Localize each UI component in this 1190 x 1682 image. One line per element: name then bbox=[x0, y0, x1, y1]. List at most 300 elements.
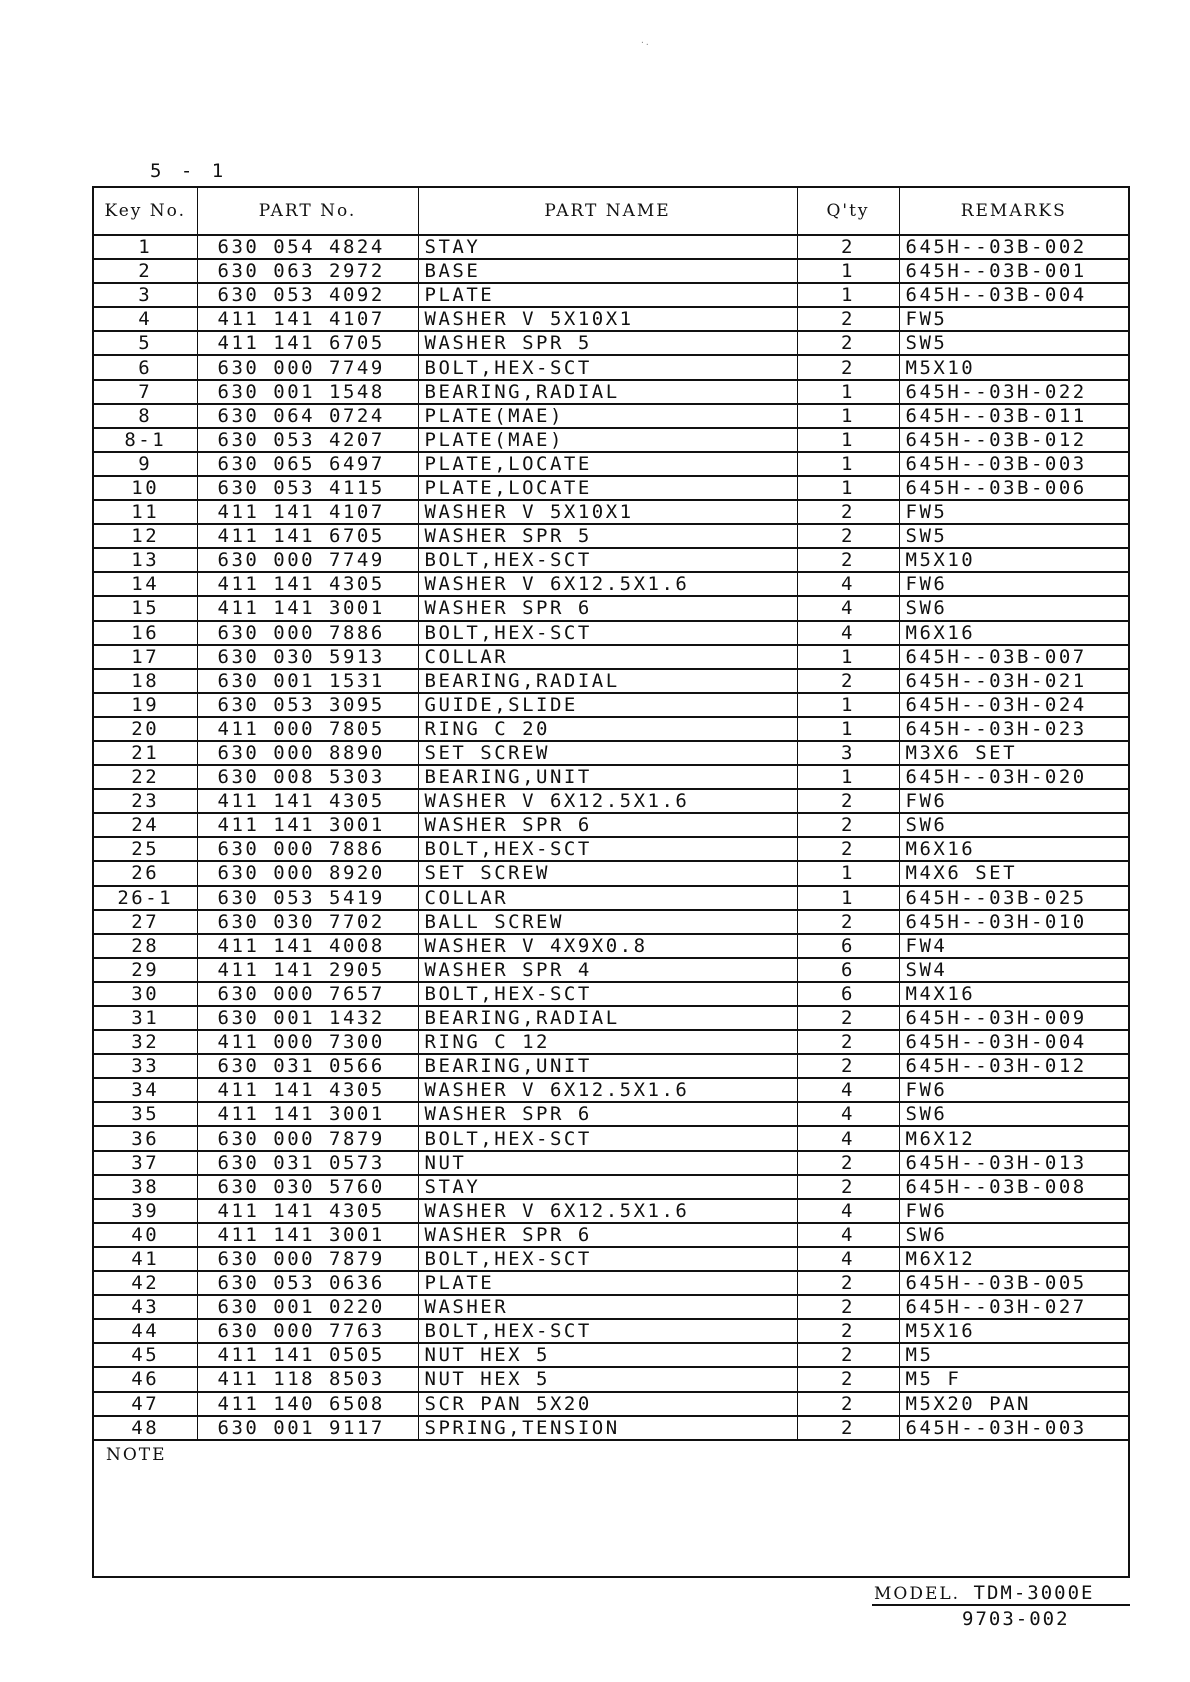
cell-key-no: 34 bbox=[94, 1078, 197, 1102]
page-number: 5 - 1 bbox=[150, 160, 228, 182]
note-label: NOTE bbox=[106, 1444, 167, 1465]
table-row bbox=[94, 837, 1128, 861]
cell-qty: 4 bbox=[797, 1199, 899, 1223]
cell-key-no: 24 bbox=[94, 813, 197, 837]
cell-qty: 2 bbox=[797, 355, 899, 379]
parts-table bbox=[94, 188, 1128, 1441]
cell-qty: 2 bbox=[797, 1319, 899, 1343]
cell-part-no: 630 000 8890 bbox=[197, 741, 418, 765]
cell-part-no: 630 001 1432 bbox=[197, 1006, 418, 1030]
cell-qty: 2 bbox=[797, 548, 899, 572]
cell-qty: 1 bbox=[797, 693, 899, 717]
cell-remarks: M4X16 bbox=[899, 982, 1128, 1006]
table-row bbox=[94, 1006, 1128, 1030]
cell-part-name: PLATE(MAE) bbox=[418, 428, 797, 452]
scan-speck: ·. bbox=[640, 38, 650, 47]
table-row bbox=[94, 717, 1128, 741]
table-row bbox=[94, 861, 1128, 885]
cell-key-no: 43 bbox=[94, 1295, 197, 1319]
cell-remarks: 645H--03B-008 bbox=[899, 1175, 1128, 1199]
cell-key-no: 42 bbox=[94, 1271, 197, 1295]
cell-key-no: 37 bbox=[94, 1151, 197, 1175]
cell-part-name: BOLT,HEX-SCT bbox=[418, 1319, 797, 1343]
cell-part-no: 411 118 8503 bbox=[197, 1367, 418, 1391]
table-row bbox=[94, 572, 1128, 596]
cell-qty: 1 bbox=[797, 259, 899, 283]
cell-qty: 2 bbox=[797, 789, 899, 813]
cell-part-name: STAY bbox=[418, 235, 797, 259]
header-key-no: Key No. bbox=[94, 188, 197, 235]
cell-part-name: BEARING,RADIAL bbox=[418, 380, 797, 404]
table-row bbox=[94, 693, 1128, 717]
cell-remarks: 645H--03H-023 bbox=[899, 717, 1128, 741]
header-remarks: REMARKS bbox=[899, 188, 1128, 235]
cell-part-no: 630 001 9117 bbox=[197, 1416, 418, 1440]
table-row bbox=[94, 1175, 1128, 1199]
cell-remarks: 645H--03B-025 bbox=[899, 886, 1128, 910]
cell-part-no: 411 141 4008 bbox=[197, 934, 418, 958]
cell-part-no: 630 008 5303 bbox=[197, 765, 418, 789]
cell-qty: 6 bbox=[797, 934, 899, 958]
table-row bbox=[94, 1247, 1128, 1271]
table-row bbox=[94, 621, 1128, 645]
cell-qty: 2 bbox=[797, 524, 899, 548]
cell-part-name: BEARING,UNIT bbox=[418, 1054, 797, 1078]
table-row bbox=[94, 1126, 1128, 1150]
cell-qty: 2 bbox=[797, 1151, 899, 1175]
table-row bbox=[94, 1392, 1128, 1416]
cell-remarks: FW6 bbox=[899, 1078, 1128, 1102]
cell-remarks: FW6 bbox=[899, 1199, 1128, 1223]
cell-part-name: NUT HEX 5 bbox=[418, 1343, 797, 1367]
cell-qty: 2 bbox=[797, 1271, 899, 1295]
cell-remarks: 645H--03B-011 bbox=[899, 404, 1128, 428]
table-row bbox=[94, 1199, 1128, 1223]
cell-part-no: 411 141 4305 bbox=[197, 1078, 418, 1102]
cell-remarks: 645H--03B-006 bbox=[899, 476, 1128, 500]
cell-remarks: M5 bbox=[899, 1343, 1128, 1367]
cell-remarks: SW6 bbox=[899, 1102, 1128, 1126]
parts-list-sheet bbox=[92, 186, 1130, 1578]
cell-part-name: RING C 12 bbox=[418, 1030, 797, 1054]
cell-part-no: 630 000 8920 bbox=[197, 861, 418, 885]
cell-key-no: 21 bbox=[94, 741, 197, 765]
cell-remarks: 645H--03H-004 bbox=[899, 1030, 1128, 1054]
cell-qty: 4 bbox=[797, 572, 899, 596]
cell-part-name: WASHER V 5X10X1 bbox=[418, 307, 797, 331]
table-row bbox=[94, 910, 1128, 934]
cell-qty: 6 bbox=[797, 982, 899, 1006]
cell-key-no: 33 bbox=[94, 1054, 197, 1078]
cell-part-no: 411 141 6705 bbox=[197, 331, 418, 355]
cell-part-no: 411 141 4107 bbox=[197, 307, 418, 331]
cell-remarks: M6X16 bbox=[899, 837, 1128, 861]
cell-part-name: WASHER bbox=[418, 1295, 797, 1319]
cell-qty: 6 bbox=[797, 958, 899, 982]
cell-part-name: BALL SCREW bbox=[418, 910, 797, 934]
cell-qty: 2 bbox=[797, 669, 899, 693]
cell-part-no: 630 000 7657 bbox=[197, 982, 418, 1006]
cell-remarks: M6X16 bbox=[899, 621, 1128, 645]
cell-key-no: 47 bbox=[94, 1392, 197, 1416]
cell-remarks: SW6 bbox=[899, 596, 1128, 620]
cell-remarks: M4X6 SET bbox=[899, 861, 1128, 885]
cell-part-no: 630 000 7749 bbox=[197, 548, 418, 572]
cell-remarks: M5X16 bbox=[899, 1319, 1128, 1343]
cell-part-name: BOLT,HEX-SCT bbox=[418, 548, 797, 572]
cell-key-no: 14 bbox=[94, 572, 197, 596]
cell-key-no: 16 bbox=[94, 621, 197, 645]
cell-remarks: FW5 bbox=[899, 307, 1128, 331]
cell-part-no: 630 065 6497 bbox=[197, 452, 418, 476]
cell-qty: 1 bbox=[797, 404, 899, 428]
table-row bbox=[94, 380, 1128, 404]
cell-part-name: SET SCREW bbox=[418, 861, 797, 885]
cell-remarks: 645H--03H-010 bbox=[899, 910, 1128, 934]
cell-part-no: 411 140 6508 bbox=[197, 1392, 418, 1416]
cell-part-name: WASHER V 5X10X1 bbox=[418, 500, 797, 524]
cell-part-name: COLLAR bbox=[418, 645, 797, 669]
table-row bbox=[94, 934, 1128, 958]
cell-part-no: 411 141 4305 bbox=[197, 1199, 418, 1223]
cell-key-no: 23 bbox=[94, 789, 197, 813]
model-label: MODEL. bbox=[874, 1584, 961, 1604]
cell-remarks: 645H--03H-003 bbox=[899, 1416, 1128, 1440]
cell-part-name: BOLT,HEX-SCT bbox=[418, 1126, 797, 1150]
cell-key-no: 8-1 bbox=[94, 428, 197, 452]
cell-qty: 2 bbox=[797, 500, 899, 524]
cell-key-no: 45 bbox=[94, 1343, 197, 1367]
cell-part-no: 411 141 2905 bbox=[197, 958, 418, 982]
cell-part-no: 411 141 4305 bbox=[197, 789, 418, 813]
cell-part-no: 411 141 3001 bbox=[197, 1102, 418, 1126]
cell-part-name: BOLT,HEX-SCT bbox=[418, 1247, 797, 1271]
cell-key-no: 7 bbox=[94, 380, 197, 404]
cell-qty: 4 bbox=[797, 1223, 899, 1247]
cell-remarks: 645H--03B-002 bbox=[899, 235, 1128, 259]
cell-part-name: GUIDE,SLIDE bbox=[418, 693, 797, 717]
cell-qty: 1 bbox=[797, 717, 899, 741]
header-row bbox=[94, 188, 1128, 235]
table-row bbox=[94, 886, 1128, 910]
table-row bbox=[94, 1054, 1128, 1078]
table-row bbox=[94, 1223, 1128, 1247]
cell-part-no: 411 141 6705 bbox=[197, 524, 418, 548]
cell-qty: 2 bbox=[797, 331, 899, 355]
table-row bbox=[94, 958, 1128, 982]
cell-key-no: 17 bbox=[94, 645, 197, 669]
footer bbox=[872, 1582, 1130, 1630]
cell-remarks: SW6 bbox=[899, 813, 1128, 837]
cell-part-no: 630 053 4115 bbox=[197, 476, 418, 500]
cell-key-no: 25 bbox=[94, 837, 197, 861]
table-row bbox=[94, 524, 1128, 548]
cell-key-no: 46 bbox=[94, 1367, 197, 1391]
model-name: TDM-3000E bbox=[973, 1582, 1095, 1604]
document-number: 9703-002 bbox=[962, 1608, 1070, 1630]
header-part-name: PART NAME bbox=[418, 188, 797, 235]
cell-part-name: WASHER SPR 6 bbox=[418, 596, 797, 620]
cell-qty: 1 bbox=[797, 861, 899, 885]
cell-qty: 2 bbox=[797, 1054, 899, 1078]
cell-part-name: WASHER SPR 5 bbox=[418, 524, 797, 548]
cell-key-no: 11 bbox=[94, 500, 197, 524]
cell-part-name: BEARING,RADIAL bbox=[418, 1006, 797, 1030]
table-row bbox=[94, 404, 1128, 428]
cell-part-no: 411 000 7805 bbox=[197, 717, 418, 741]
table-row bbox=[94, 428, 1128, 452]
cell-part-name: WASHER V 6X12.5X1.6 bbox=[418, 1078, 797, 1102]
table-row bbox=[94, 669, 1128, 693]
cell-key-no: 5 bbox=[94, 331, 197, 355]
cell-qty: 4 bbox=[797, 621, 899, 645]
cell-part-no: 411 141 3001 bbox=[197, 596, 418, 620]
cell-part-name: PLATE,LOCATE bbox=[418, 476, 797, 500]
table-row bbox=[94, 789, 1128, 813]
table-row bbox=[94, 259, 1128, 283]
cell-part-no: 630 000 7879 bbox=[197, 1247, 418, 1271]
cell-qty: 2 bbox=[797, 1030, 899, 1054]
cell-part-name: STAY bbox=[418, 1175, 797, 1199]
cell-part-no: 630 001 0220 bbox=[197, 1295, 418, 1319]
cell-remarks: 645H--03H-012 bbox=[899, 1054, 1128, 1078]
cell-key-no: 1 bbox=[94, 235, 197, 259]
cell-qty: 1 bbox=[797, 765, 899, 789]
cell-part-name: PLATE bbox=[418, 283, 797, 307]
cell-part-no: 630 053 4207 bbox=[197, 428, 418, 452]
cell-key-no: 2 bbox=[94, 259, 197, 283]
cell-qty: 2 bbox=[797, 235, 899, 259]
cell-qty: 4 bbox=[797, 1247, 899, 1271]
cell-remarks: M6X12 bbox=[899, 1247, 1128, 1271]
cell-key-no: 13 bbox=[94, 548, 197, 572]
cell-part-name: WASHER SPR 5 bbox=[418, 331, 797, 355]
table-row bbox=[94, 548, 1128, 572]
cell-remarks: FW6 bbox=[899, 789, 1128, 813]
cell-part-no: 630 030 7702 bbox=[197, 910, 418, 934]
cell-part-name: WASHER V 6X12.5X1.6 bbox=[418, 1199, 797, 1223]
table-row bbox=[94, 1030, 1128, 1054]
cell-key-no: 28 bbox=[94, 934, 197, 958]
table-row bbox=[94, 1416, 1128, 1440]
cell-remarks: M3X6 SET bbox=[899, 741, 1128, 765]
cell-part-name: PLATE(MAE) bbox=[418, 404, 797, 428]
cell-key-no: 10 bbox=[94, 476, 197, 500]
cell-qty: 2 bbox=[797, 837, 899, 861]
cell-key-no: 20 bbox=[94, 717, 197, 741]
cell-part-name: BEARING,RADIAL bbox=[418, 669, 797, 693]
table-row bbox=[94, 283, 1128, 307]
cell-remarks: SW5 bbox=[899, 524, 1128, 548]
cell-remarks: FW5 bbox=[899, 500, 1128, 524]
cell-key-no: 18 bbox=[94, 669, 197, 693]
cell-part-no: 411 141 4305 bbox=[197, 572, 418, 596]
cell-part-no: 630 000 7763 bbox=[197, 1319, 418, 1343]
cell-key-no: 27 bbox=[94, 910, 197, 934]
table-row bbox=[94, 1367, 1128, 1391]
cell-qty: 2 bbox=[797, 1175, 899, 1199]
cell-qty: 2 bbox=[797, 1392, 899, 1416]
cell-part-name: WASHER V 4X9X0.8 bbox=[418, 934, 797, 958]
table-row bbox=[94, 1078, 1128, 1102]
cell-part-name: WASHER SPR 4 bbox=[418, 958, 797, 982]
table-row bbox=[94, 982, 1128, 1006]
cell-qty: 2 bbox=[797, 307, 899, 331]
table-row bbox=[94, 1151, 1128, 1175]
table-row bbox=[94, 645, 1128, 669]
cell-key-no: 12 bbox=[94, 524, 197, 548]
table-row bbox=[94, 500, 1128, 524]
cell-qty: 1 bbox=[797, 452, 899, 476]
model-line bbox=[872, 1582, 1130, 1606]
cell-part-name: SPRING,TENSION bbox=[418, 1416, 797, 1440]
cell-qty: 2 bbox=[797, 910, 899, 934]
cell-key-no: 19 bbox=[94, 693, 197, 717]
cell-part-name: BOLT,HEX-SCT bbox=[418, 621, 797, 645]
cell-part-no: 630 031 0566 bbox=[197, 1054, 418, 1078]
note-area bbox=[94, 1441, 1128, 1576]
cell-key-no: 4 bbox=[94, 307, 197, 331]
cell-key-no: 41 bbox=[94, 1247, 197, 1271]
cell-part-name: COLLAR bbox=[418, 886, 797, 910]
cell-remarks: M5X10 bbox=[899, 355, 1128, 379]
cell-key-no: 39 bbox=[94, 1199, 197, 1223]
cell-part-no: 630 053 3095 bbox=[197, 693, 418, 717]
cell-part-name: BOLT,HEX-SCT bbox=[418, 355, 797, 379]
cell-remarks: 645H--03H-020 bbox=[899, 765, 1128, 789]
cell-remarks: 645H--03B-004 bbox=[899, 283, 1128, 307]
cell-part-name: WASHER SPR 6 bbox=[418, 1223, 797, 1247]
cell-key-no: 6 bbox=[94, 355, 197, 379]
cell-key-no: 26 bbox=[94, 861, 197, 885]
cell-qty: 4 bbox=[797, 1078, 899, 1102]
table-row bbox=[94, 355, 1128, 379]
cell-qty: 2 bbox=[797, 1343, 899, 1367]
cell-qty: 2 bbox=[797, 1295, 899, 1319]
cell-key-no: 48 bbox=[94, 1416, 197, 1440]
table-row bbox=[94, 765, 1128, 789]
cell-part-name: PLATE bbox=[418, 1271, 797, 1295]
cell-part-no: 630 063 2972 bbox=[197, 259, 418, 283]
cell-qty: 2 bbox=[797, 813, 899, 837]
cell-qty: 3 bbox=[797, 741, 899, 765]
table-row bbox=[94, 235, 1128, 259]
cell-qty: 2 bbox=[797, 1416, 899, 1440]
cell-part-no: 630 001 1548 bbox=[197, 380, 418, 404]
cell-key-no: 3 bbox=[94, 283, 197, 307]
cell-part-no: 411 141 3001 bbox=[197, 813, 418, 837]
cell-key-no: 15 bbox=[94, 596, 197, 620]
cell-key-no: 29 bbox=[94, 958, 197, 982]
cell-remarks: 645H--03H-022 bbox=[899, 380, 1128, 404]
cell-remarks: 645H--03B-012 bbox=[899, 428, 1128, 452]
cell-remarks: 645H--03H-009 bbox=[899, 1006, 1128, 1030]
table-row bbox=[94, 1271, 1128, 1295]
table-row bbox=[94, 1102, 1128, 1126]
cell-key-no: 32 bbox=[94, 1030, 197, 1054]
cell-remarks: 645H--03H-013 bbox=[899, 1151, 1128, 1175]
cell-qty: 1 bbox=[797, 380, 899, 404]
table-row bbox=[94, 452, 1128, 476]
cell-qty: 1 bbox=[797, 428, 899, 452]
cell-remarks: M5X20 PAN bbox=[899, 1392, 1128, 1416]
cell-part-name: BEARING,UNIT bbox=[418, 765, 797, 789]
cell-remarks: 645H--03B-005 bbox=[899, 1271, 1128, 1295]
cell-part-name: SET SCREW bbox=[418, 741, 797, 765]
cell-remarks: FW6 bbox=[899, 572, 1128, 596]
cell-remarks: M6X12 bbox=[899, 1126, 1128, 1150]
cell-key-no: 26-1 bbox=[94, 886, 197, 910]
cell-remarks: 645H--03B-001 bbox=[899, 259, 1128, 283]
cell-remarks: FW4 bbox=[899, 934, 1128, 958]
cell-qty: 2 bbox=[797, 1367, 899, 1391]
cell-key-no: 9 bbox=[94, 452, 197, 476]
cell-part-no: 630 031 0573 bbox=[197, 1151, 418, 1175]
cell-key-no: 38 bbox=[94, 1175, 197, 1199]
cell-part-no: 411 141 3001 bbox=[197, 1223, 418, 1247]
cell-key-no: 35 bbox=[94, 1102, 197, 1126]
cell-remarks: SW6 bbox=[899, 1223, 1128, 1247]
cell-part-no: 411 000 7300 bbox=[197, 1030, 418, 1054]
cell-key-no: 36 bbox=[94, 1126, 197, 1150]
cell-qty: 1 bbox=[797, 283, 899, 307]
cell-part-no: 630 001 1531 bbox=[197, 669, 418, 693]
cell-part-name: BOLT,HEX-SCT bbox=[418, 982, 797, 1006]
table-row bbox=[94, 1319, 1128, 1343]
cell-part-name: WASHER V 6X12.5X1.6 bbox=[418, 572, 797, 596]
cell-part-no: 411 141 4107 bbox=[197, 500, 418, 524]
table-row bbox=[94, 331, 1128, 355]
table-row bbox=[94, 596, 1128, 620]
cell-part-no: 411 141 0505 bbox=[197, 1343, 418, 1367]
cell-part-name: BOLT,HEX-SCT bbox=[418, 837, 797, 861]
cell-part-no: 630 064 0724 bbox=[197, 404, 418, 428]
cell-remarks: M5X10 bbox=[899, 548, 1128, 572]
cell-part-name: WASHER SPR 6 bbox=[418, 1102, 797, 1126]
table-row bbox=[94, 307, 1128, 331]
cell-part-no: 630 053 0636 bbox=[197, 1271, 418, 1295]
cell-part-name: NUT HEX 5 bbox=[418, 1367, 797, 1391]
cell-qty: 4 bbox=[797, 1102, 899, 1126]
cell-part-no: 630 030 5760 bbox=[197, 1175, 418, 1199]
cell-remarks: 645H--03H-027 bbox=[899, 1295, 1128, 1319]
table-row bbox=[94, 476, 1128, 500]
cell-key-no: 31 bbox=[94, 1006, 197, 1030]
table-row bbox=[94, 1295, 1128, 1319]
cell-part-no: 630 000 7879 bbox=[197, 1126, 418, 1150]
cell-part-name: RING C 20 bbox=[418, 717, 797, 741]
cell-remarks: 645H--03H-021 bbox=[899, 669, 1128, 693]
cell-qty: 4 bbox=[797, 596, 899, 620]
cell-remarks: M5 F bbox=[899, 1367, 1128, 1391]
cell-remarks: 645H--03B-007 bbox=[899, 645, 1128, 669]
cell-part-name: WASHER V 6X12.5X1.6 bbox=[418, 789, 797, 813]
cell-part-no: 630 053 4092 bbox=[197, 283, 418, 307]
cell-part-no: 630 000 7886 bbox=[197, 837, 418, 861]
cell-qty: 1 bbox=[797, 645, 899, 669]
cell-qty: 4 bbox=[797, 1126, 899, 1150]
cell-part-name: BASE bbox=[418, 259, 797, 283]
cell-qty: 1 bbox=[797, 476, 899, 500]
cell-part-no: 630 053 5419 bbox=[197, 886, 418, 910]
cell-part-name: PLATE,LOCATE bbox=[418, 452, 797, 476]
cell-key-no: 8 bbox=[94, 404, 197, 428]
cell-qty: 1 bbox=[797, 886, 899, 910]
table-row bbox=[94, 741, 1128, 765]
header-qty: Q'ty bbox=[797, 188, 899, 235]
cell-part-no: 630 030 5913 bbox=[197, 645, 418, 669]
cell-remarks: SW4 bbox=[899, 958, 1128, 982]
